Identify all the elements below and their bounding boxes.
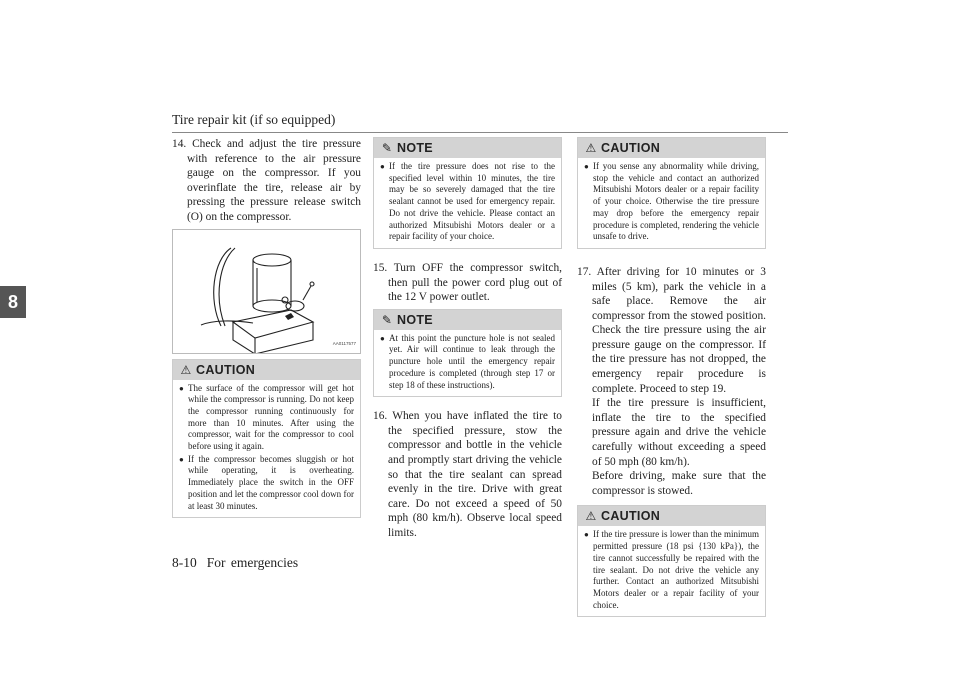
bullet-dot-icon: ● bbox=[584, 162, 589, 171]
caution-3-item-1: ● If the tire pressure is lower than the minimum permitted pressure (18 psi {130 kPa}), the tire cannot successfully be repaired with the tire sealant. Do not drive the vehicle any further. Contact an authorized Mitsubishi Motors dealer or a repair facility of your choice. bbox=[584, 529, 759, 610]
section-name: For emergencies bbox=[206, 555, 299, 570]
note-1-item-1: ● If the tire pressure does not rise to the specified level within 10 minutes, the tire may be so severely damaged that the tire sealant cannot be used for emergency repair. Do not drive the vehicle. Please contact an authorized Mitsubishi Motors dealer or a repair facility of your choice. bbox=[380, 161, 555, 242]
bullet-dot-icon: ● bbox=[380, 333, 385, 343]
caution-box-2-header bbox=[578, 138, 765, 158]
caution-title: CAUTION bbox=[601, 509, 661, 524]
step-17-stow-note: Before driving, make sure that the compressor is stowed. bbox=[592, 470, 766, 497]
warning-triangle-icon: ⚠ bbox=[585, 141, 597, 155]
pencil-check-icon: ✎ bbox=[381, 312, 393, 327]
step-14: 14. Check and adjust the tire pressure with reference to the air pressure gauge on the compressor. If you overinflate the tire, release air by pressing the pressure release switch (O) on the compressor. bbox=[172, 138, 361, 223]
header-rule bbox=[172, 132, 788, 133]
column-right bbox=[577, 137, 766, 617]
pencil-check-icon: ✎ bbox=[381, 141, 393, 155]
note-box-1 bbox=[373, 137, 562, 249]
caution-2-item-1: ● If you sense any abnormality while driving, stop the vehicle and contact an authorized Mitsubishi Motors dealer or a repair facility of your choice. Otherwise the tire pressure may drop before the emergency repair procedure is completed, rendering the vehicle unsafe to drive. bbox=[584, 161, 759, 242]
figure-code: AA0117577 bbox=[332, 340, 356, 346]
step-15: 15. Turn OFF the compressor switch, then pull the power cord plug out of the 12 V power outlet. bbox=[373, 261, 562, 304]
page-number: 8-10 bbox=[172, 555, 197, 570]
chapter-tab: 8 bbox=[0, 286, 26, 318]
compressor-illustration bbox=[173, 230, 360, 353]
note-box-1-header bbox=[374, 138, 561, 158]
caution-title: CAUTION bbox=[601, 141, 661, 155]
column-left bbox=[172, 137, 361, 518]
column-middle bbox=[373, 137, 562, 541]
step-17: 17. After driving for 10 minutes or 3 miles (5 km), park the vehicle in a safe place. Remove the air compressor from the stowed position. Check the tire pressure using the air pressure gauge on the compressor. If the tire pressure has not dropped, the emergency repair procedure is complete. Proceed to step 19. bbox=[577, 265, 766, 395]
caution-title: CAUTION bbox=[196, 362, 256, 377]
caution-1-item-2: ● If the compressor becomes sluggish or hot while operating, it is overheating. Immediately place the switch in the OFF position and let the compressor cool down for at least 30 minutes. bbox=[179, 453, 354, 511]
page-footer bbox=[172, 555, 298, 571]
caution-box-3 bbox=[577, 505, 766, 617]
step-16: 16. When you have inflated the tire to the specified pressure, stow the compressor and bottle in the vehicle and promptly start driving the vehicle so that the tire sealant can spread evenly in the tire. Drive with great care. Do not exceed a speed of 50 mph (80 km/h). Observe local speed limits. bbox=[373, 410, 562, 539]
warning-triangle-icon: ⚠ bbox=[180, 362, 192, 377]
warning-triangle-icon: ⚠ bbox=[585, 509, 597, 524]
note-box-2 bbox=[373, 309, 562, 398]
note-title: NOTE bbox=[397, 141, 433, 155]
caution-box-1 bbox=[172, 359, 361, 519]
bullet-dot-icon: ● bbox=[179, 454, 184, 464]
caution-box-3-header bbox=[578, 506, 765, 526]
bullet-dot-icon: ● bbox=[380, 162, 385, 171]
page-header-title: Tire repair kit (if so equipped) bbox=[172, 112, 336, 127]
bullet-dot-icon: ● bbox=[584, 530, 589, 540]
caution-box-2 bbox=[577, 137, 766, 249]
bullet-dot-icon: ● bbox=[179, 383, 184, 393]
caution-1-item-1: ● The surface of the compressor will get hot while the compressor is running. Do not keep the compressor running continuously for more than 10 minutes. After using the compressor, wait for the compressor to cool before using it again. bbox=[179, 382, 354, 452]
note-2-item-1: ● At this point the puncture hole is not sealed yet. Air will continue to leak through the puncture hole until the emergency repair procedure is completed (through step 17 or step 18 of these instructions). bbox=[380, 332, 555, 390]
step-17-continued: If the tire pressure is insufficient, inflate the tire to the specified pressure again and drive the vehicle carefully without exceeding a speed of 50 mph (80 km/h). bbox=[592, 397, 766, 468]
caution-box-1-header bbox=[173, 360, 360, 380]
compressor-figure bbox=[172, 229, 361, 354]
note-box-2-header bbox=[374, 310, 561, 330]
note-title: NOTE bbox=[397, 312, 433, 327]
